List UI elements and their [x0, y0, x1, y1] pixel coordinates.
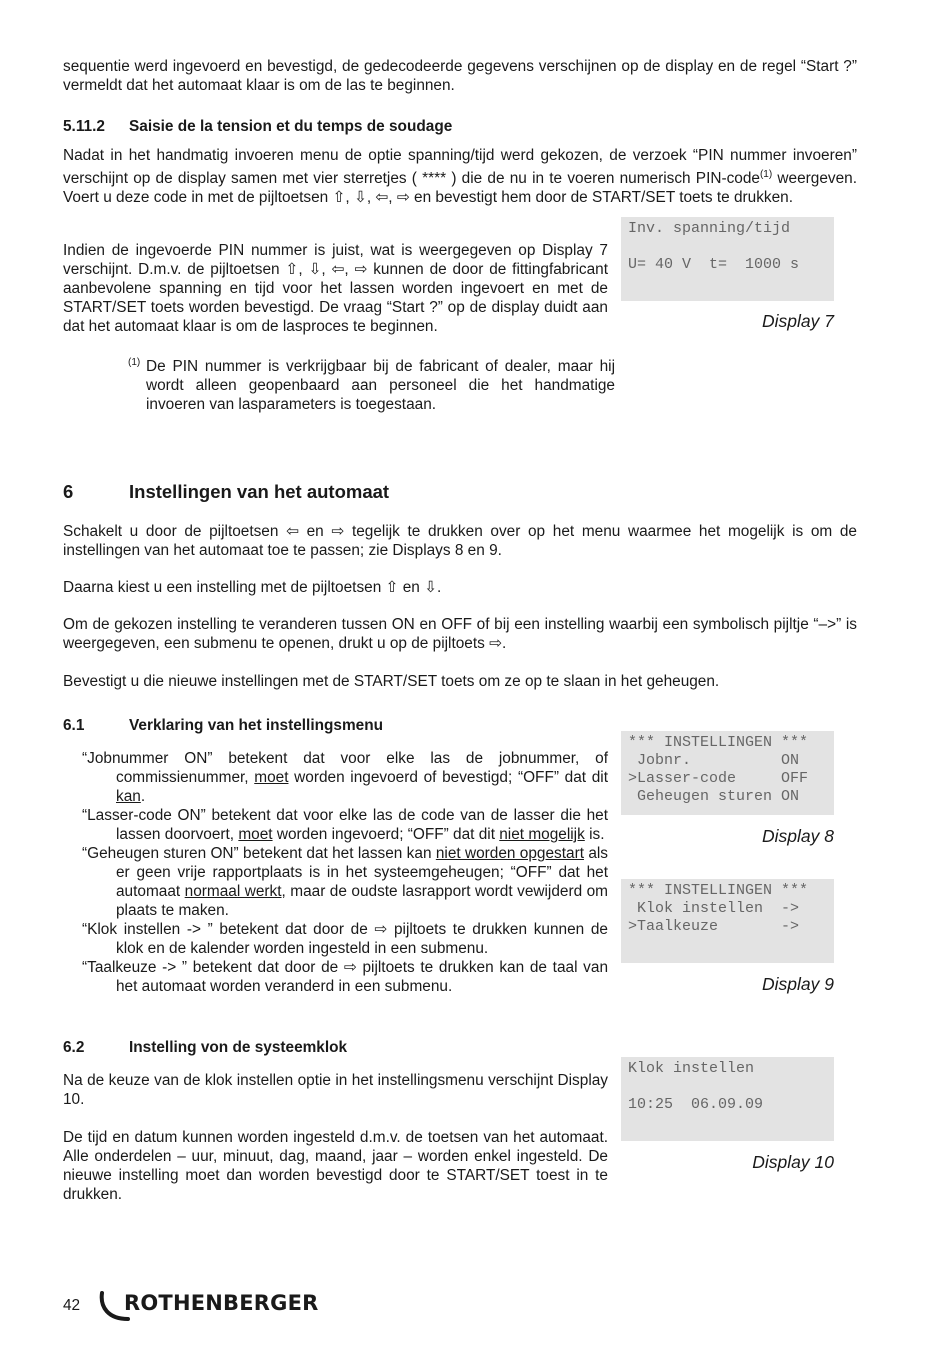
footnote [128, 357, 615, 414]
section-6-2-paragraph-2: De tijd en datum kunnen worden ingesteld d.m.v. de toetsen van het automaat. Alle onderdelen – uur, minuut, dag, maand, jaar – worden enkel ingesteld. De nieuwe instelling moet dan worden bevestigd door te START/SET toest in te drukken. [63, 1129, 608, 1203]
display-8-caption: Display 8 [762, 826, 834, 846]
display-9-line-1: *** INSTELLINGEN *** [628, 882, 809, 899]
p1-part-b: weergeven. Voert u deze code in met de pijltoetsen ⇧, ⇩, ⇦, ⇨ en bevestigt hem door de START/SET toets te drukken. [63, 170, 857, 207]
display-8-line-2: Jobnr. ON [628, 752, 800, 769]
list-item-geheugen-sturen: “Geheugen sturen ON” betekent dat het lassen kan niet worden opgestart als er geen vrije rapportplaats is in het systeemgeheugen; “OFF” dat het automaat normaal werkt, maar de oudste lasrapport wordt vewijderd om plaats te maken. [82, 845, 608, 919]
list-item-jobnummer: “Jobnummer ON” betekent dat voor elke las de jobnummer, of commissienummer, moet worden ingevoerd of bevestigd; “OFF” dat dit kan. [82, 750, 608, 805]
display-10-caption: Display 10 [752, 1152, 834, 1172]
section-6-paragraph-3: Om de gekozen instelling te veranderen tussen ON en OFF of bij een instelling waarbij een symbolisch pijltje “–>” is weergegeven, een submenu te openen, drukt u op de pijltoets ⇨. [63, 616, 857, 652]
footnote-text: De PIN nummer is verkrijgbaar bij de fabricant of dealer, maar hij wordt alleen geopenbaard aan personeel die het handmatige invoeren van lasparameters is toegestaan. [146, 358, 615, 413]
display-8-screen [621, 731, 834, 815]
list-item-taalkeuze: “Taalkeuze -> ” betekent dat door de ⇨ pijltoets te drukken kan de taal van het automaat worden veranderd in een submenu. [82, 959, 608, 995]
display-8-line-1: *** INSTELLINGEN *** [628, 734, 809, 751]
display-7-line-3: U= 40 V t= 1000 s [628, 256, 800, 273]
section-6-2-number: 6.2 [63, 1039, 85, 1056]
display-10-line-3: 10:25 06.09.09 [628, 1096, 764, 1113]
settings-explanation-list [82, 749, 608, 996]
section-5-11-2-number: 5.11.2 [63, 118, 105, 135]
section-6-2-paragraph-1: Na de keuze van de klok instellen optie in het instellingsmenu verschijnt Display 10. [63, 1072, 608, 1108]
section-6-number: 6 [63, 481, 74, 502]
logo-wordmark: ROTHENBERGER [124, 1291, 319, 1315]
section-6-paragraph-2: Daarna kiest u een instelling met de pijltoetsen ⇧ en ⇩. [63, 579, 442, 596]
section-6-1-number: 6.1 [63, 717, 85, 734]
list-item-klok-instellen: “Klok instellen -> ” betekent dat door de ⇨ pijltoets te drukken kunnen de klok en de kalender worden ingesteld in een submenu. [82, 921, 608, 957]
section-6-1-title: Verklaring van het instellingsmenu [129, 717, 384, 734]
display-7-line-1: Inv. spanning/tijd [628, 220, 791, 237]
footnote-marker: (1) [128, 357, 141, 368]
display-8-line-4: Geheugen sturen ON [628, 788, 800, 805]
display-9-line-3: >Taalkeuze -> [628, 918, 800, 935]
display-8-line-3: >Lasser-code OFF [628, 770, 809, 787]
section-6-2-title: Instelling von de systeemklok [129, 1039, 348, 1056]
section-5-11-2-paragraph-1 [63, 146, 857, 207]
display-10-line-2 [628, 1078, 827, 1096]
section-6-paragraph-1: Schakelt u door de pijltoetsen ⇦ en ⇨ tegelijk te drukken over op het menu waarmee het mogelijk is om de instellingen van het automaat toe te passen; zie Displays 8 en 9. [63, 523, 857, 559]
footnote-ref: (1) [759, 169, 773, 180]
intro-paragraph: sequentie werd ingevoerd en bevestigd, de gedecodeerde gegevens verschijnen op de display en de regel “Start ?” vermeldt dat het automaat klaar is om de las te beginnen. [63, 58, 857, 94]
section-5-11-2-paragraph-2: Indien de ingevoerde PIN nummer is juist, wat is weergegeven op Display 7 verschijnt. D.m.v. de pijltoetsen ⇧, ⇩, ⇦, ⇨ kunnen de door de fittingfabricant aanbevolene spanning en tijd voor het lassen worden ingevoert en met de START/SET toets worden bevestigd. De vraag “Start ?” op de display duidt aan dat het automaat klaar is om de lasproces te beginnen. [63, 242, 608, 335]
list-item-lasser-code: “Lasser-code ON” betekent dat voor elke las de code van de lasser die het lassen doorvoert, moet worden ingevoerd; “OFF” dat dit niet mogelijk is. [82, 807, 608, 843]
section-6-title: Instellingen van het automaat [129, 481, 390, 502]
display-7-screen [621, 217, 834, 301]
display-10-screen [621, 1057, 834, 1141]
display-10-line-1: Klok instellen [628, 1060, 755, 1077]
brand-logo [98, 1289, 328, 1325]
section-6-paragraph-4: Bevestigt u die nieuwe instellingen met de START/SET toets om ze op te slaan in het geheugen. [63, 673, 720, 690]
display-9-caption: Display 9 [762, 974, 834, 994]
display-9-screen [621, 879, 834, 963]
page-number: 42 [63, 1297, 81, 1314]
display-7-line-2 [628, 238, 827, 256]
display-7-caption: Display 7 [762, 311, 834, 331]
p1-part-a: Nadat in het handmatig invoeren menu de optie spanning/tijd werd gekozen, de verzoek “PIN nummer invoeren” verschijnt op de display samen met vier sterretjes ( **** ) die de nu in te voeren numerisch PIN-code [63, 147, 857, 188]
section-5-11-2-title: Saisie de la tension et du temps de soudage [129, 118, 453, 135]
display-9-line-2: Klok instellen -> [628, 900, 800, 917]
